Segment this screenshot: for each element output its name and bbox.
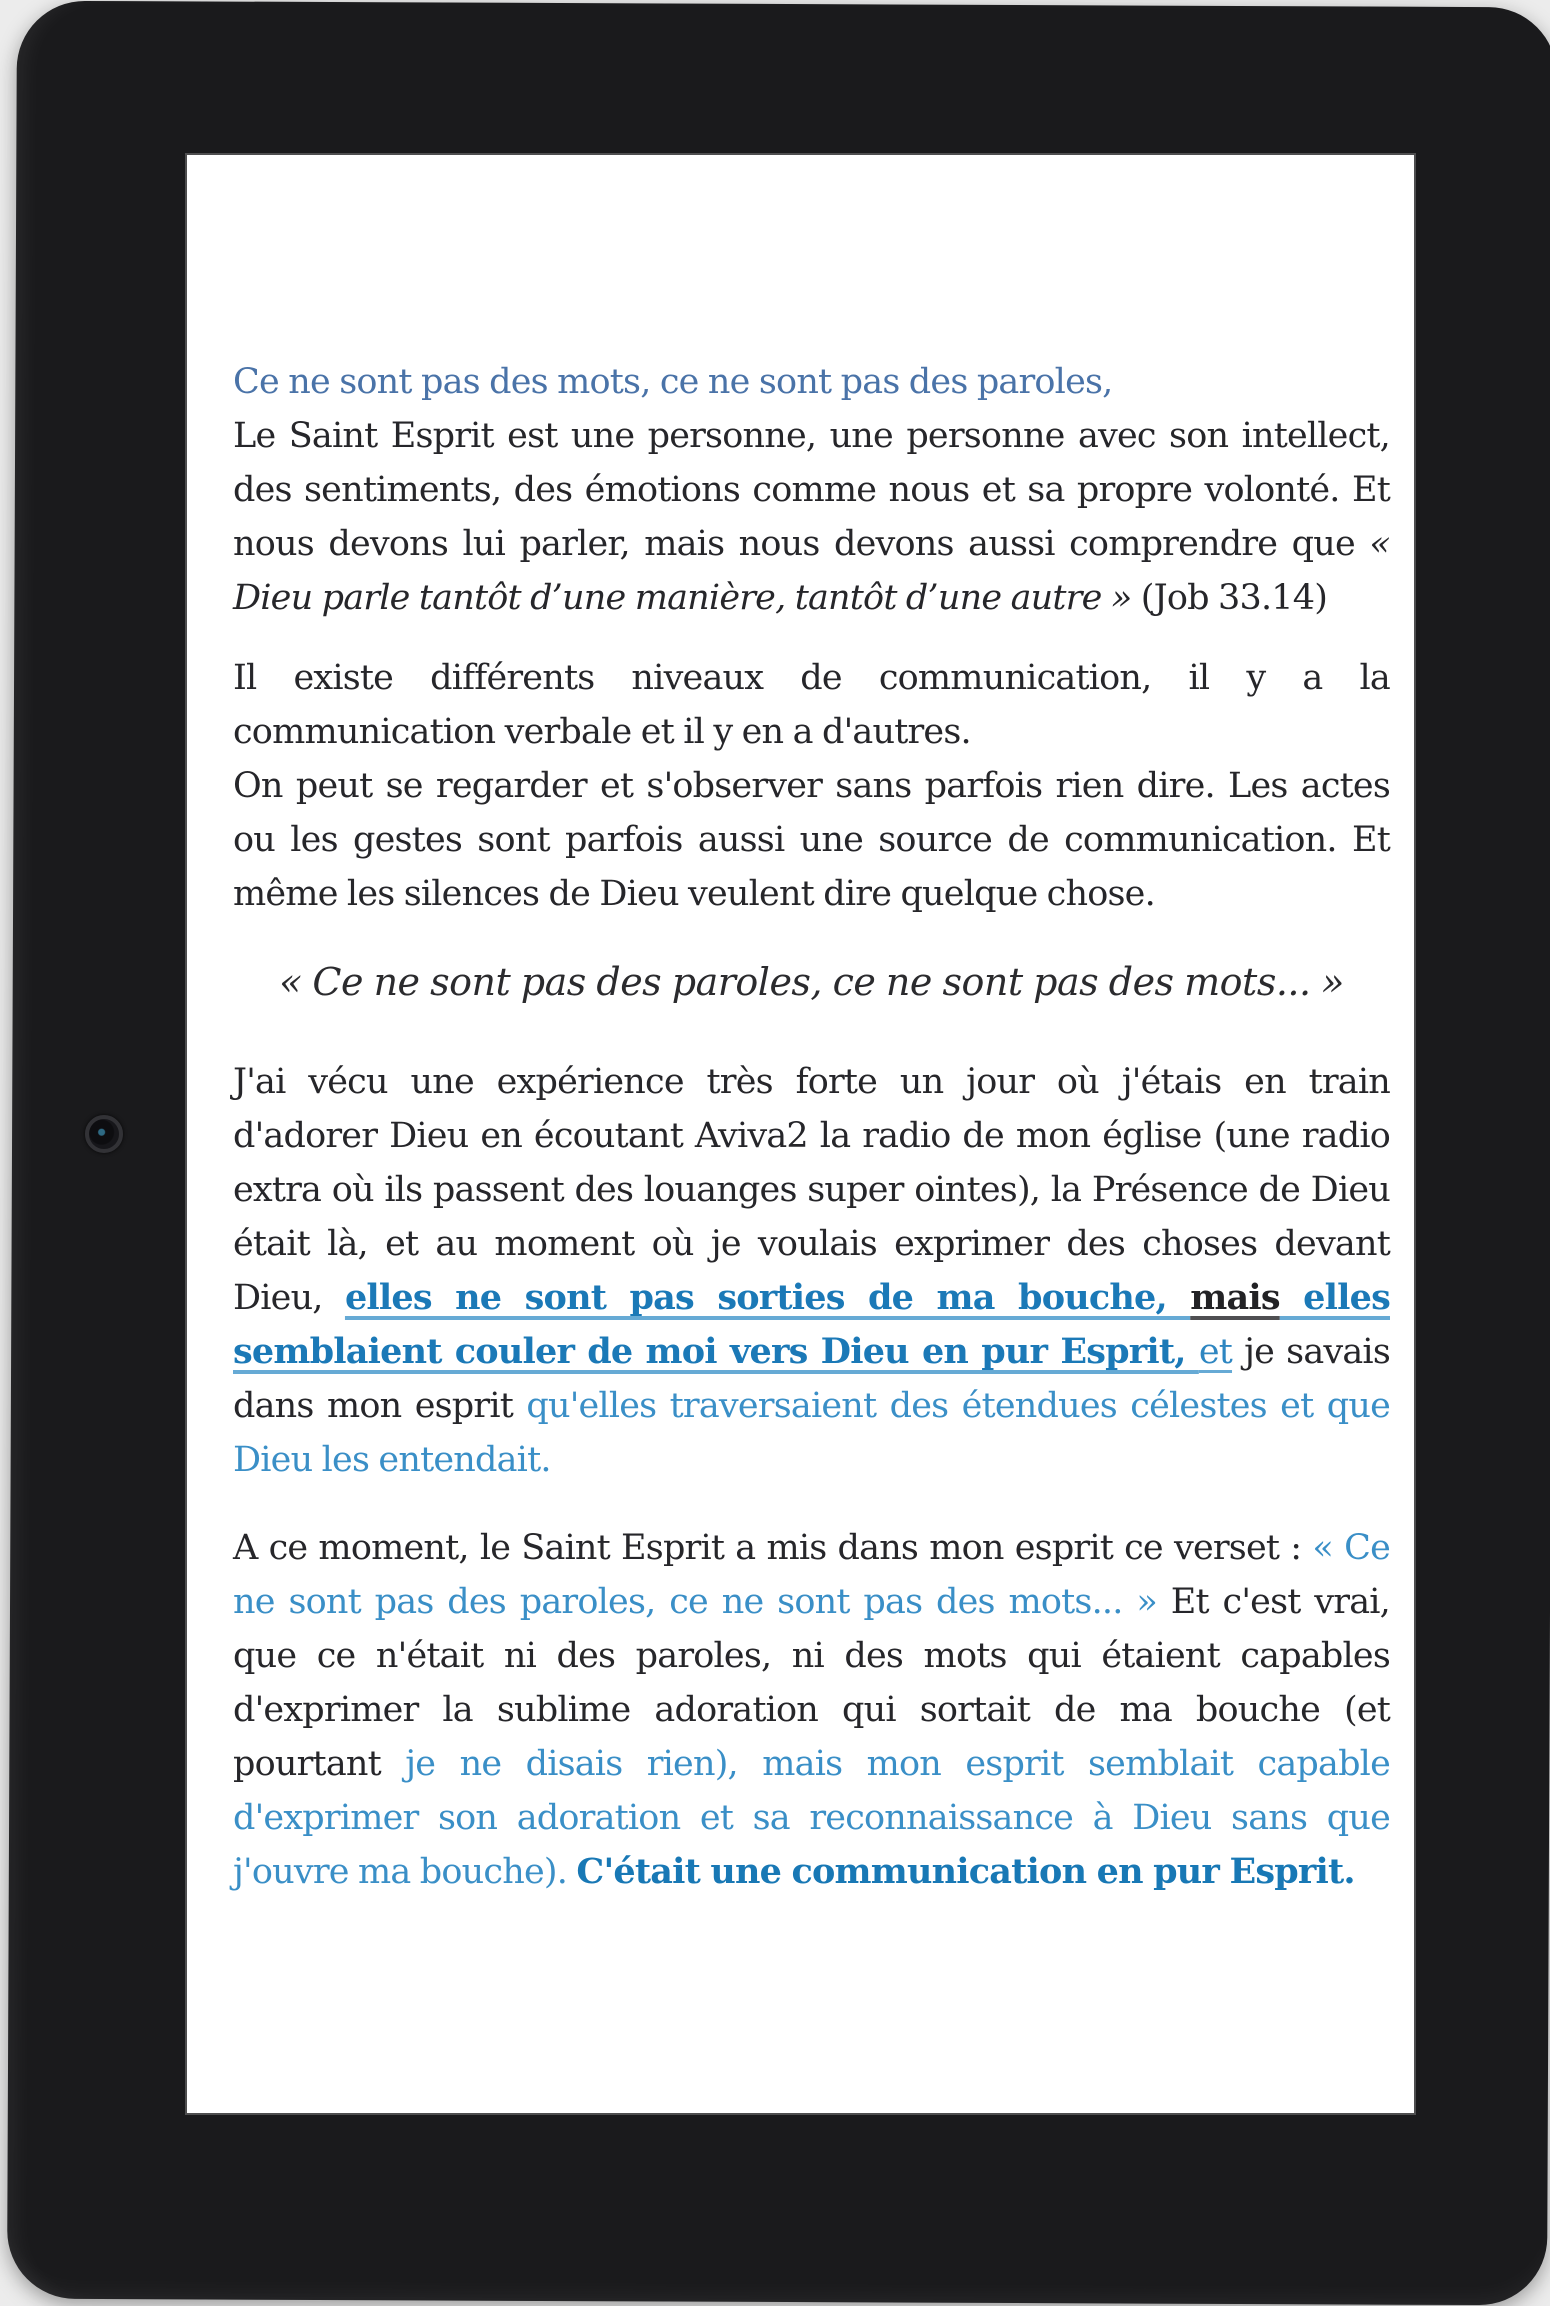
body-text: A ce moment, le Saint Esprit a mis dans mon esprit ce verset : [233,1528,1313,1568]
blue-verse-text: « Ce ne sont pas des paroles, ce ne sont pas des mots... » [233,1528,1390,1622]
body-text: Il existe différents niveaux de communication, il y a la communication verbale et il y en a d'autres. [233,658,1390,752]
blue-emphasis-text: qu'elles traversaient des étendues célestes et que Dieu les entendait. [233,1386,1390,1480]
scripture-quote-italic: « Dieu parle tantôt d’une manière, tantôt d’une autre » [233,524,1390,618]
section-heading: Ce ne sont pas des mots, ce ne sont pas des paroles, [233,362,1113,402]
body-text: Le Saint Esprit est une personne, une personne avec son intellect, des sentiments, des émotions comme nous et sa propre volonté. Et nous devons lui parler, mais nous devons aussi comprendre que [233,416,1390,564]
page-content [187,155,1414,2113]
body-text: J'ai vécu une expérience très forte un jour où j'étais en train d'adorer Dieu en écoutant Aviva2 la radio de mon église (une radio extra où ils passent des louanges super ointes), la Présence de Dieu était là, et au moment où je voulais exprimer des choses devant Dieu, [233,1062,1390,1318]
body-text: Et c'est vrai, que ce n'était ni des paroles, ni des mots qui étaient capables d'exprimer la sublime adoration qui sortait de ma bouche (et pourtant [233,1582,1390,1784]
body-text: je savais dans mon esprit [233,1332,1390,1426]
blue-emphasis-text: je ne disais rien), mais mon esprit semblait capable d'exprimer son adoration et sa reconnaissance à Dieu sans que j'ouvre ma bouche). [233,1744,1390,1892]
emphasis-mais: mais [1190,1277,1280,1318]
paragraph-intro [233,355,1390,625]
camera-icon [85,1115,123,1153]
bold-blue-conclusion: C'était une communication en pur Esprit. [576,1851,1355,1892]
paragraph-experience [233,1055,1390,1487]
highlight-link[interactable]: elles semblaient couler de moi vers Dieu en pur Esprit, [233,1277,1390,1372]
body-text: On peut se regarder et s'observer sans parfois rien dire. Les actes ou les gestes sont parfois aussi une source de communication. Et même les silences de Dieu veulent dire quelque chose. [233,766,1390,914]
highlight-link-et[interactable]: et [1198,1332,1233,1372]
pull-quote: « Ce ne sont pas des paroles, ce ne sont pas des mots... » [279,960,1344,1004]
paragraph-verse [233,1521,1390,1899]
paragraph-communication [233,651,1390,921]
highlight-link[interactable]: elles ne sont pas sorties de ma bouche, [344,1277,1191,1318]
scripture-reference: (Job 33.14) [1131,578,1328,618]
reader-page[interactable] [187,155,1414,2113]
